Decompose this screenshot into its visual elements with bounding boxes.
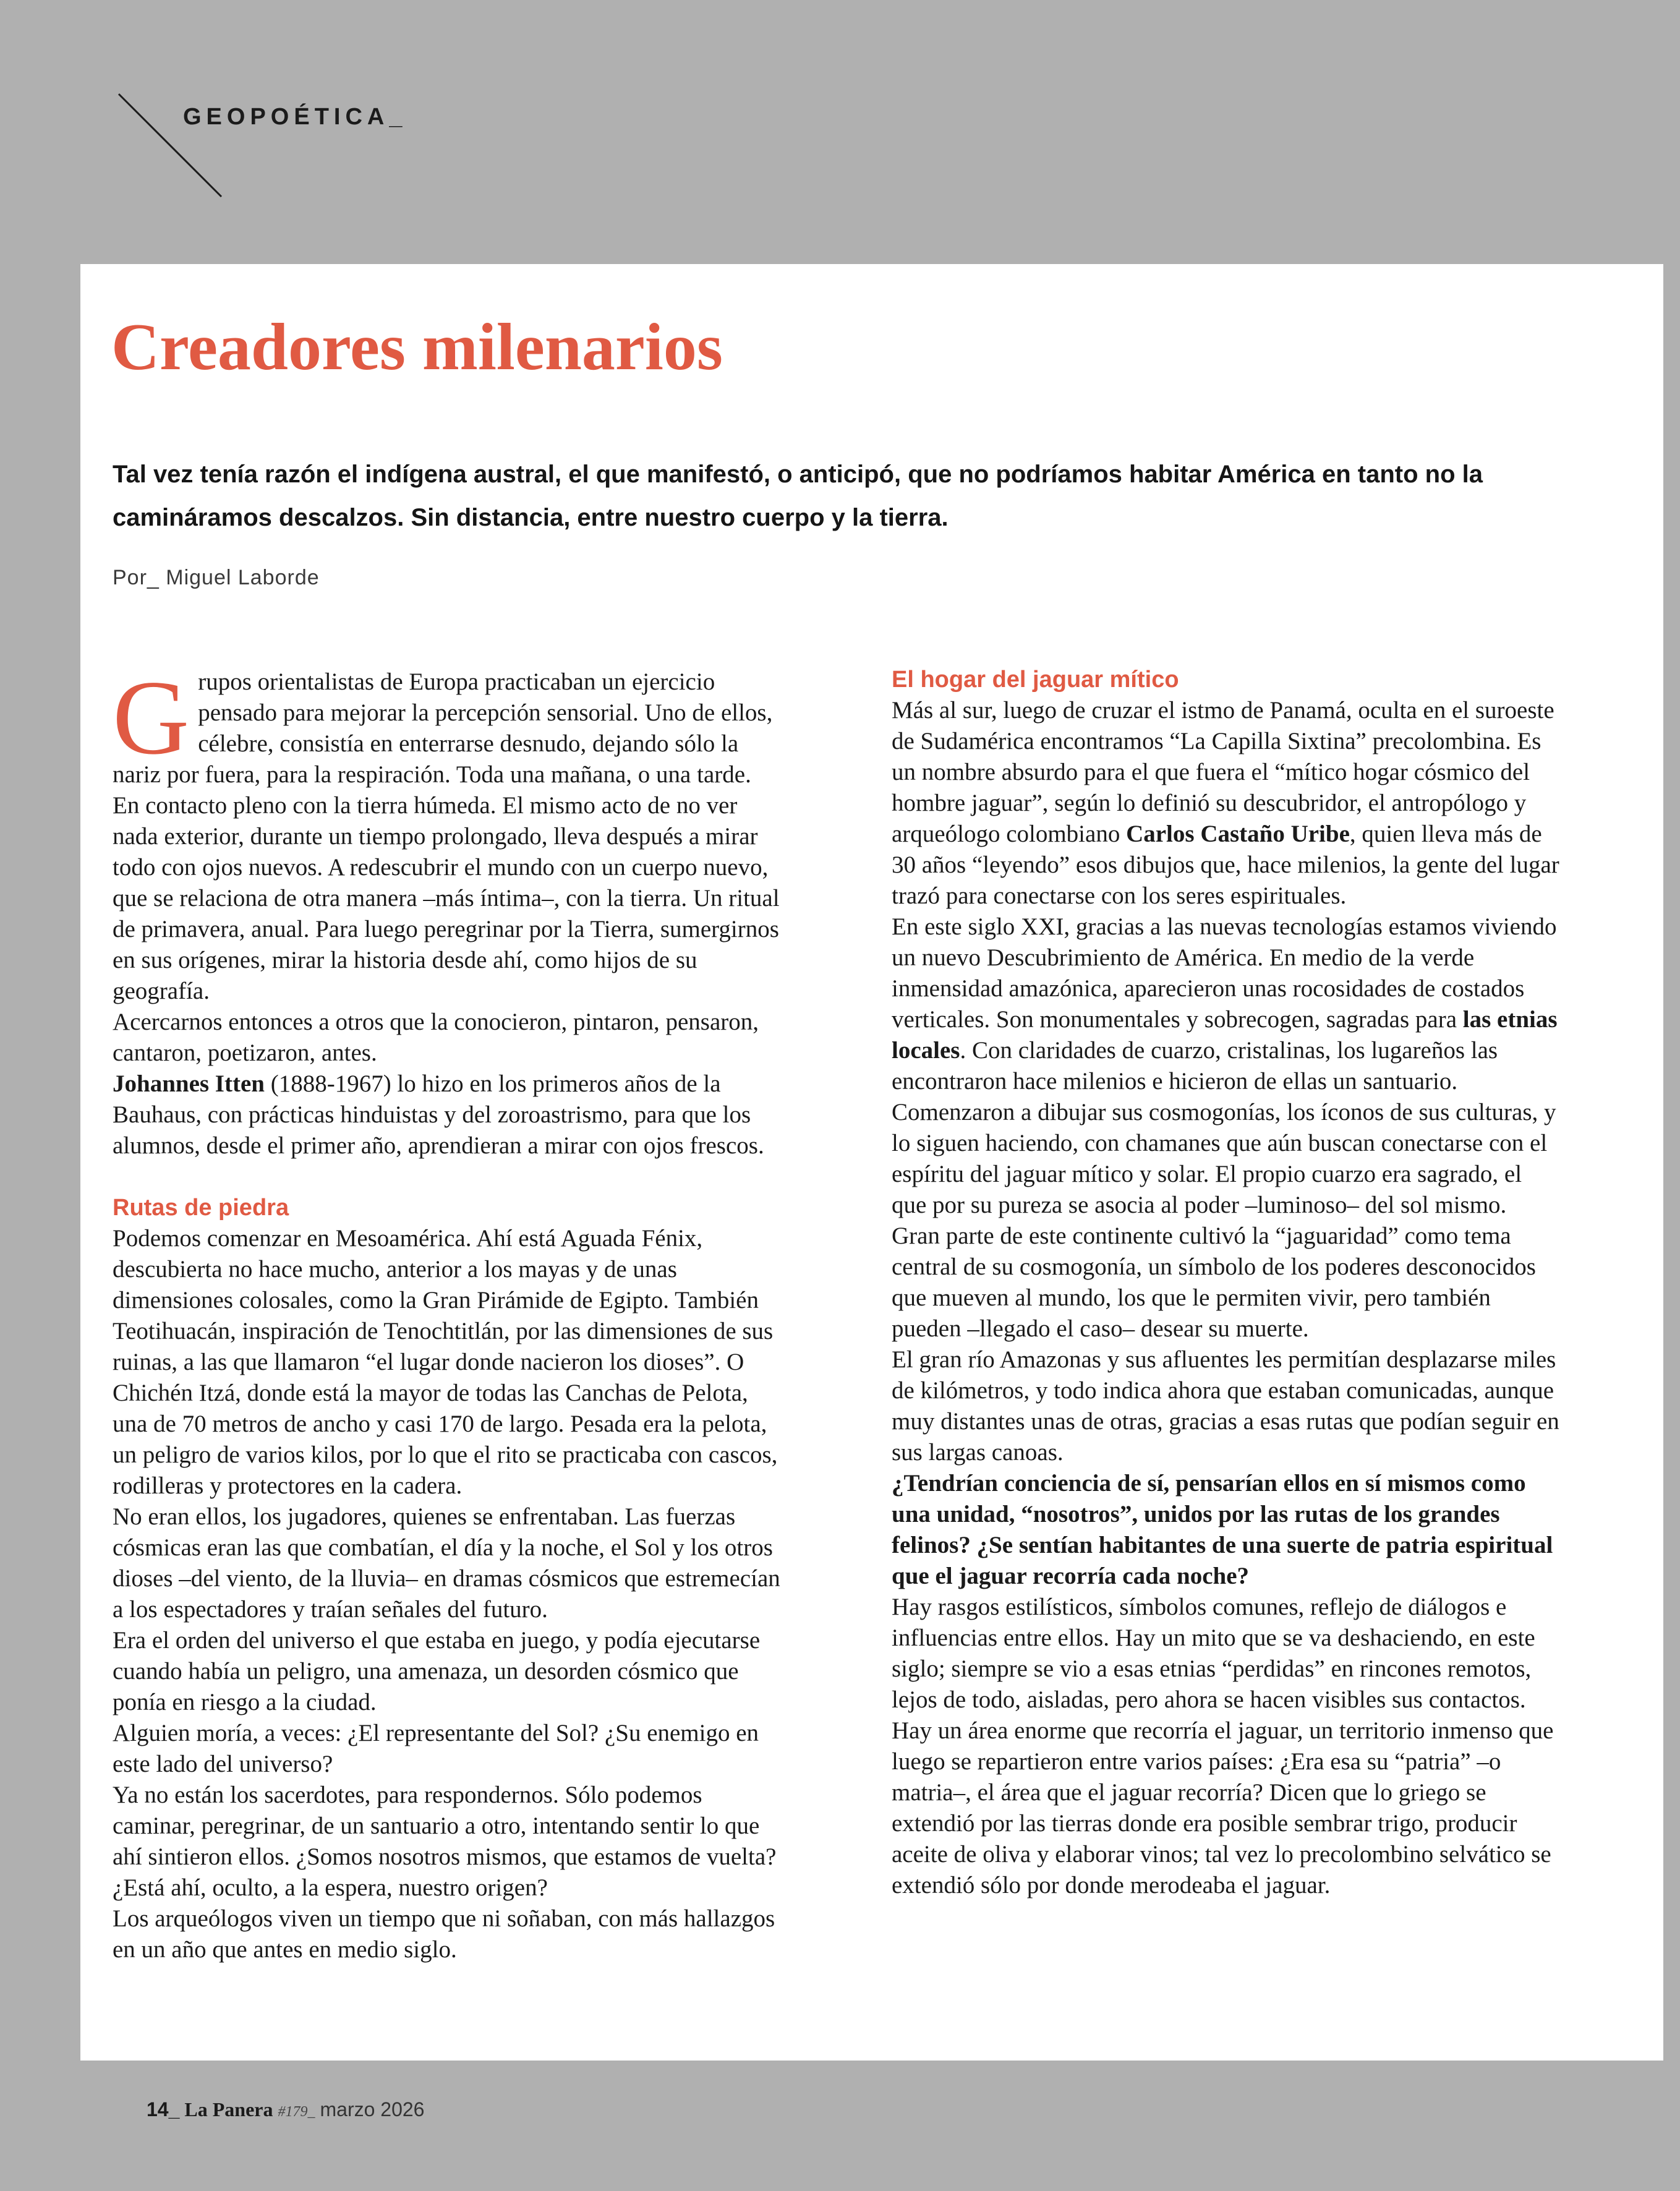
highlight-name: Johannes Itten [113, 1070, 265, 1097]
paragraph: El gran río Amazonas y sus afluentes les permitían desplazarse miles de kilómetros, y todo indica ahora que estaban comunicadas, aunque muy distantes unas de otras, gracias a esas rutas que podían seguir en sus largas canoas. [892, 1346, 1559, 1466]
paragraph-text: . Con claridades de cuarzo, cristalinas, los lugareños las encontraron hace milenios e hicieron de ellas un santuario. Comenzaron a dibujar sus cosmogonías, los íconos de sus culturas, y lo siguen haciendo, con chamanes que aún buscan conectarse con el espíritu del jaguar mítico y solar. El propio cuarzo era sagrado, el que por su pureza se asocia al poder –luminoso– del sol mismo. [892, 1037, 1556, 1218]
paragraph: Alguien moría, a veces: ¿El representante del Sol? ¿Su enemigo en este lado del universo? [113, 1720, 759, 1777]
page-number: 14_ [147, 2098, 180, 2121]
paragraph-text: (1888-1967) lo hizo en los primeros años de la Bauhaus, con prácticas hinduistas y del zoroastrismo, para que los alumnos, desde el primer año, aprendieran a mirar con ojos frescos. [113, 1070, 764, 1159]
paragraph: Podemos comenzar en Mesoamérica. Ahí está Aguada Fénix, descubierta no hace mucho, anterior a los mayas y de unas dimensiones colosales, como la Gran Pirámide de Egipto. También Teotihuacán, inspiración de Tenochtitlán, por las dimensiones de sus ruinas, a las que llamaron “el lugar donde nacieron los dioses”. O Chichén Itzá, donde está la mayor de todas las Canchas de Pelota, una de 70 metros de ancho y casi 170 de largo. Pesada era la pelota, un peligro de varios kilos, por lo que el rito se practicaba con cascos, rodilleras y protectores en la cadera. [113, 1225, 778, 1499]
issue-number: #179_ [278, 2104, 315, 2120]
magazine-name: La Panera [184, 2098, 273, 2121]
paragraph: Hay un área enorme que recorría el jaguar, un territorio inmenso que luego se repartieron entre varios países: ¿Era esa su “patria” –o matria–, el área que el jaguar recorría? Dicen que lo griego se extendió por las tierras donde era posible sembrar trigo, producir aceite de oliva y elaborar vinos; tal vez lo precolombino selvático se extendió sólo por donde merodeaba el jaguar. [892, 1717, 1554, 1898]
paragraph [113, 1069, 783, 1161]
issue-date: marzo 2026 [320, 2098, 425, 2121]
article-card [80, 264, 1663, 2061]
section-label: GEOPOÉTICA_ [183, 104, 407, 130]
drop-cap: G [113, 659, 190, 777]
paragraph: Hay rasgos estilísticos, símbolos comunes, reflejo de diálogos e influencias entre ellos. Hay un mito que se va deshaciendo, en este siglo; siempre se vio a esas etnias “perdidas” en rincones remotos, lejos de todo, aisladas, pero ahora se hacen visibles sus contactos. [892, 1594, 1535, 1713]
paragraph [892, 912, 1563, 1221]
article-byline: Por_ Miguel Laborde [113, 566, 320, 589]
left-column [113, 659, 783, 1965]
bold-question-paragraph [892, 1468, 1563, 1592]
highlight-name: Carlos Castaño Uribe [1126, 821, 1350, 847]
article-title: Creadores milenarios [111, 310, 723, 384]
paragraph: Gran parte de este continente cultivó la “jaguaridad” como tema central de su cosmogonía, un símbolo de los poderes desconocidos que mueven al mundo, los que le permiten vivir, pero también pueden –llegado el caso– desear su muerte. [892, 1223, 1536, 1342]
article-lede: Tal vez tenía razón el indígena austral, el que manifestó, o anticipó, que no podríamos habitar América en tanto no la camináramos descalzos. Sin distancia, entre nuestro cuerpo y la tierra. [113, 461, 1483, 531]
paragraph [113, 659, 783, 1007]
highlight-phrase: las etnias locales [892, 1006, 1558, 1064]
subhead-jaguar: El hogar del jaguar mítico [892, 667, 1179, 693]
paragraph-text: rupos orientalistas de Europa practicaban un ejercicio pensado para mejorar la percepción sensorial. Uno de ellos, célebre, consistía en enterrarse desnudo, dejando sólo la nariz por fuera, para la respiración. Toda una mañana, o una tarde. En contacto pleno con la tierra húmeda. El mismo acto de no ver nada exterior, durante un tiempo prolongado, lleva después a mirar todo con ojos nuevos. A redescubrir el mundo con un cuerpo nuevo, que se relaciona de otra manera –más íntima–, con la tierra. Un ritual de primavera, anual. Para luego peregrinar por la Tierra, sumergirnos en sus orígenes, mirar la historia desde ahí, como hijos de su geografía. [113, 668, 780, 1004]
paragraph [892, 695, 1563, 912]
paragraph: Ya no están los sacerdotes, para respondernos. Sólo podemos caminar, peregrinar, de un santuario a otro, intentando sentir lo que ahí sintieron ellos. ¿Somos nosotros mismos, que estamos de vuelta? ¿Está ahí, oculto, a la espera, nuestro origen? [113, 1782, 777, 1901]
right-column [892, 664, 1563, 1901]
bold-question-text: ¿Tendrían conciencia de sí, pensarían ellos en sí mismos como una unidad, “nosotros”, unidos por las rutas de los grandes felinos? ¿Se sentían habitantes de una suerte de patria espiritual que el jaguar recorría cada noche? [892, 1470, 1553, 1589]
paragraph: No eran ellos, los jugadores, quienes se enfrentaban. Las fuerzas cósmicas eran las que combatían, el día y la noche, el Sol y los otros dioses –del viento, de la lluvia– en dramas cósmicos que estremecían a los espectadores y traían señales del futuro. [113, 1503, 780, 1623]
page-footer [147, 2098, 424, 2121]
paragraph: Era el orden del universo el que estaba en juego, y podía ejecutarse cuando había un peligro, una amenaza, un desorden cósmico que ponía en riesgo a la ciudad. [113, 1627, 761, 1715]
paragraph-text: , quien lleva más de 30 años “leyendo” esos dibujos que, hace milenios, la gente del lugar trazó para conectarse con los seres espirituales. [892, 821, 1559, 909]
paragraph: Acercarnos entonces a otros que la conocieron, pintaron, pensaron, cantaron, poetizaron, antes. [113, 1009, 759, 1066]
paragraph: Los arqueólogos viven un tiempo que ni soñaban, con más hallazgos en un año que antes en medio siglo. [113, 1905, 775, 1963]
paragraph-text: En este siglo XXI, gracias a las nuevas tecnologías estamos viviendo un nuevo Descubrimiento de América. En medio de la verde inmensidad amazónica, aparecieron unas rocosidades de costados verticales. Son monumentales y sobrecogen, sagradas para [892, 913, 1557, 1033]
paragraph-text: Más al sur, luego de cruzar el istmo de Panamá, oculta en el suroeste de Sudamérica encontramos “La Capilla Sixtina” precolombina. Es un nombre absurdo para el que fuera el “mítico hogar cósmico del hombre jaguar”, según lo definió su descubridor, el antropólogo y arqueólogo colombiano [892, 697, 1554, 847]
subhead-rutas: Rutas de piedra [113, 1195, 289, 1221]
